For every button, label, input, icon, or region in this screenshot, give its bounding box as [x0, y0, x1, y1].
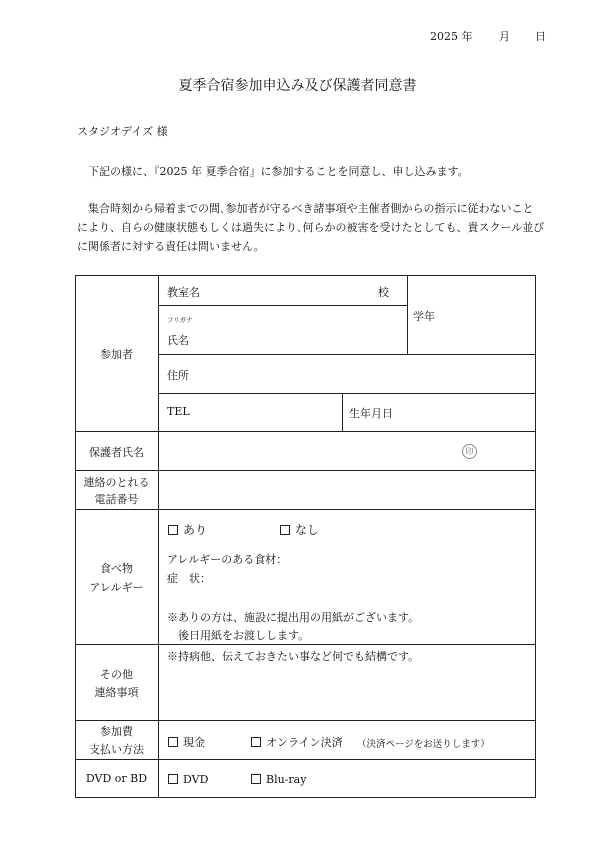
school-suffix: 校 [378, 286, 389, 299]
media-dvd-label: DVD [183, 773, 209, 786]
intro-paragraph-2 [77, 199, 547, 256]
payment-online-checkbox[interactable] [251, 737, 261, 747]
media-dvd-option[interactable] [168, 773, 208, 786]
addressee: スタジオデイズ 様 [77, 125, 168, 138]
allergy-label-line1: 食べ物 [100, 562, 133, 575]
media-label: DVD or BD [85, 772, 148, 785]
furigana-label: フリガナ [167, 316, 193, 324]
payment-cash-option[interactable] [168, 734, 205, 750]
grade-label: 学年 [413, 310, 435, 323]
document-title: 夏季合宿参加申込み及び保護者同意書 [178, 78, 417, 94]
allergy-note-line1: ※ありの方は、施設に提出用の用紙がございます。 [167, 611, 420, 624]
date-month: 月 [499, 30, 510, 43]
allergy-symptoms-label: 症 状： [167, 572, 211, 585]
contact-phone-label-line2: 電話番号 [94, 493, 139, 506]
name-label: 氏名 [167, 334, 189, 347]
other-notes-label-line2: 連絡事項 [94, 686, 139, 699]
media-dvd-checkbox[interactable] [168, 774, 178, 784]
tel-label: TEL [167, 405, 190, 418]
media-bluray-label: Blu-ray [266, 773, 307, 786]
allergy-yes-checkbox[interactable] [168, 525, 178, 535]
intro-paragraph-1: 下記の様に、『2025 年 夏季合宿』に参加することを同意し、申し込みます。 [88, 165, 469, 178]
allergy-yes-option[interactable] [168, 521, 207, 538]
payment-label-line2: 支払い方法 [89, 743, 144, 756]
allergy-yes-label: あり [183, 523, 208, 537]
media-bluray-option[interactable] [251, 773, 306, 786]
school-name-label: 教室名 [167, 286, 200, 299]
payment-online-note: （決済ページをお送りします） [357, 739, 490, 750]
allergy-no-label: なし [295, 523, 320, 537]
allergy-label-line2: アレルギー [89, 581, 144, 594]
allergy-foods-label: アレルギーのある食材： [167, 553, 288, 566]
other-notes-label-line1: その他 [100, 668, 133, 681]
other-notes-instruction: ※持病他、伝えておきたい事など何でも結構です。 [167, 650, 420, 663]
payment-cash-label: 現金 [183, 736, 205, 749]
media-bluray-checkbox[interactable] [251, 774, 261, 784]
participant-label: 参加者 [100, 348, 133, 361]
guardian-name-label: 保護者氏名 [89, 446, 144, 459]
allergy-no-option[interactable] [280, 521, 319, 538]
payment-online-option[interactable] [251, 734, 343, 750]
address-label: 住所 [167, 369, 189, 382]
contact-phone-label-line1: 連絡のとれる [83, 476, 150, 489]
seal-icon: 印 [462, 444, 477, 459]
allergy-note-line2: 後日用紙をお渡しします。 [178, 629, 310, 642]
payment-cash-checkbox[interactable] [168, 737, 178, 747]
payment-label-line1: 参加費 [100, 725, 133, 738]
date-day: 日 [535, 30, 546, 43]
allergy-no-checkbox[interactable] [280, 525, 290, 535]
intro-paragraph-2-line: により、自らの健康状態もしくは過失により､何らかの被害を受けたとしても、貴スクール並び [77, 221, 545, 234]
intro-paragraph-2-line: 集合時刻から帰着までの間､参加者が守るべき諸事項や主催者側からの指示に従わないこと [88, 202, 534, 215]
date-year: 2025 年 [430, 30, 473, 43]
intro-paragraph-2-line: に関係者に対する責任は問いません。 [77, 240, 265, 253]
payment-online-label: オンライン決済 [266, 736, 343, 749]
birthdate-label: 生年月日 [349, 407, 393, 420]
